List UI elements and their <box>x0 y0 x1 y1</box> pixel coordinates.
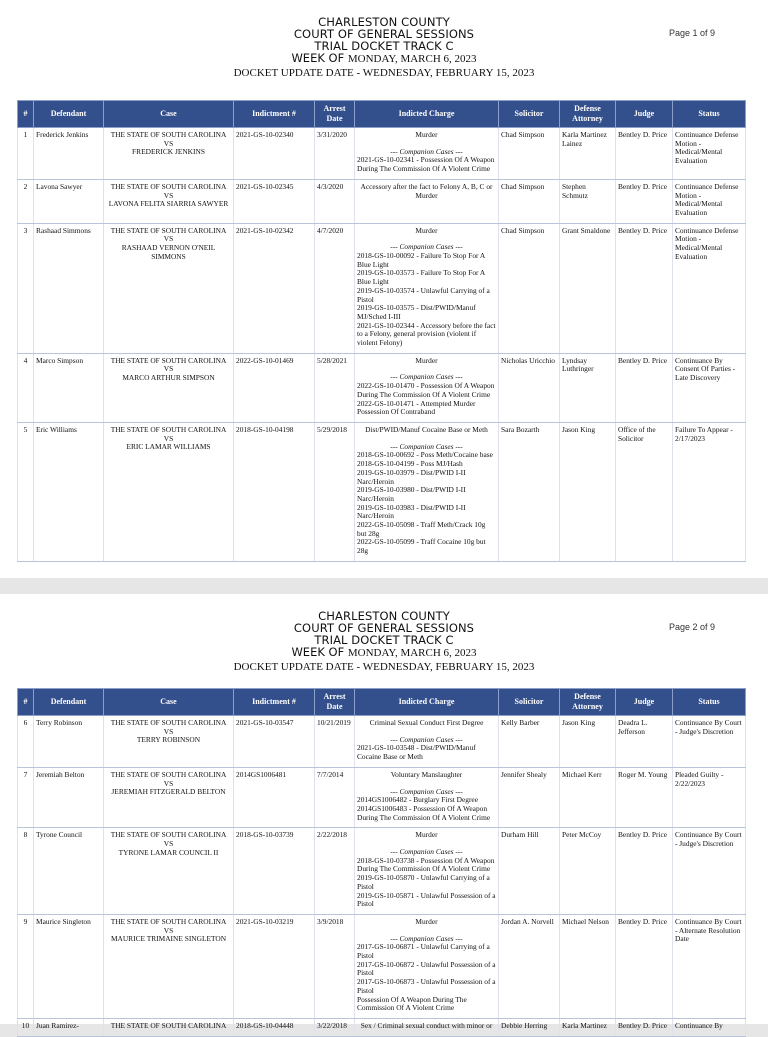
page-number: Page 2 of 9 <box>668 622 715 632</box>
table-row <box>18 223 746 353</box>
arrest-date-cell: 3/31/2020 <box>315 128 355 180</box>
arrest-date-header: Arrest Date <box>315 101 355 128</box>
charge-header: Indicted Charge <box>355 101 499 128</box>
companion-case: 2022-GS-10-01471 - Attempted Murder <box>357 398 476 408</box>
table-row <box>18 353 746 422</box>
attorney-cell: Michael Kerr <box>560 767 616 828</box>
indictment-cell: 2018-GS-10-03739 <box>234 828 315 915</box>
table-row <box>18 767 746 828</box>
case-cell <box>104 828 234 915</box>
row-number: 3 <box>18 223 34 353</box>
table-row <box>18 716 746 768</box>
companion-case: 2019-GS-10-03979 - Dist/PWID I-II Narc/Heroin <box>357 467 466 486</box>
companion-label: --- Companion Cases --- <box>390 372 463 382</box>
indictment-cell: 2021-GS-10-03547 <box>234 716 315 768</box>
week-label: WEEK OF <box>291 51 345 65</box>
companion-case: 2019-GS-10-05871 - Unlawful Possession of a Pistol <box>357 890 496 909</box>
solicitor-cell: Durham Hill <box>499 828 560 915</box>
arrest-date-cell: 4/7/2020 <box>315 223 355 353</box>
attorney-cell: Lyndsay Luthringer <box>560 353 616 422</box>
case-line: THE STATE OF SOUTH CAROLINA <box>110 830 227 840</box>
indictment-cell: 2021-GS-10-02342 <box>234 223 315 353</box>
docket-title: TRIAL DOCKET TRACK C <box>314 633 454 647</box>
case-line: VS <box>163 778 174 788</box>
case-cell <box>104 353 234 422</box>
companion-case: 2022-GS-10-01470 - Possession Of A Weapon During The Commission Of A Violent Crime <box>357 381 495 399</box>
case-line: TYRONE LAMAR COUNCIL II <box>118 847 219 857</box>
judge-cell: Bentley D. Price <box>616 1018 673 1036</box>
charge-cell <box>355 1018 499 1036</box>
table-header-row <box>18 689 746 716</box>
court-title: COURT OF GENERAL SESSIONS <box>293 27 475 41</box>
case-line: THE STATE OF SOUTH CAROLINA <box>110 718 227 727</box>
row-number: 1 <box>18 128 34 180</box>
attorney-cell: Grant Smaldone <box>560 223 616 353</box>
week-line <box>0 52 768 66</box>
defendant-cell: Maurice Singleton <box>34 914 104 1018</box>
table-row <box>18 179 746 223</box>
case-cell <box>104 422 234 561</box>
row-number: 7 <box>18 767 34 828</box>
week-date: MONDAY, MARCH 6, 2023 <box>347 53 477 65</box>
docket-title: TRIAL DOCKET TRACK C <box>314 39 454 53</box>
case-line: THE STATE OF SOUTH CAROLINA <box>110 181 227 191</box>
companion-case: Possession Of A Weapon During The Commission Of A Violent Crime <box>357 994 467 1013</box>
table-row <box>18 914 746 1018</box>
charge-cell <box>355 128 499 180</box>
arrest-date-cell: 10/21/2019 <box>315 716 355 768</box>
charge-cell <box>355 223 499 353</box>
attorney-cell: Stephen Schmutz <box>560 179 616 223</box>
arrest-date-cell: 7/7/2014 <box>315 767 355 828</box>
defendant-header: Defendant <box>34 101 104 128</box>
indictment-cell: 2022-GS-10-01469 <box>234 353 315 422</box>
companion-case: 2014GS1006483 - Possession Of A Weapon During The Commission Of A Violent Crime <box>357 803 491 822</box>
row-number: 10 <box>18 1018 34 1036</box>
charge-main: Murder <box>415 130 438 139</box>
defendant-cell: Frederick Jenkins <box>34 128 104 180</box>
status-cell: Continuance By Court - Alternate Resolution Date <box>673 914 746 1018</box>
arrest-date-cell: 5/29/2018 <box>315 422 355 561</box>
status-header: Status <box>673 101 746 128</box>
case-cell <box>104 914 234 1018</box>
case-line: THE STATE OF SOUTH CAROLINA <box>110 769 227 779</box>
defendant-cell: Lavona Sawyer <box>34 179 104 223</box>
companion-case: 2017-GS-10-06871 - Unlawful Carrying of a Pistol <box>357 942 490 961</box>
indictment-header: Indictment # <box>234 689 315 716</box>
companion-case: 2017-GS-10-06873 - Unlawful Possession of a Pistol <box>357 977 496 995</box>
attorney-cell: Jason King <box>560 422 616 561</box>
week-line <box>0 646 768 660</box>
row-number: 8 <box>18 828 34 915</box>
companion-case: 2019-GS-10-03574 - Unlawful Carrying of a Pistol <box>357 285 490 304</box>
row-number: 4 <box>18 353 34 422</box>
charge-cell <box>355 422 499 561</box>
case-line: MARCO ARTHUR SIMPSON <box>122 373 215 383</box>
arrest-date-cell: 3/9/2018 <box>315 914 355 1018</box>
solicitor-cell: Sara Bozarth <box>499 422 560 561</box>
court-title: COURT OF GENERAL SESSIONS <box>293 621 475 635</box>
judge-cell: Bentley D. Price <box>616 914 673 1018</box>
week-date: MONDAY, MARCH 6, 2023 <box>347 647 477 659</box>
case-cell <box>104 128 234 180</box>
status-header: Status <box>673 689 746 716</box>
arrest-date-cell: 4/3/2020 <box>315 179 355 223</box>
case-line: VS <box>163 364 174 374</box>
case-line: THE STATE OF SOUTH CAROLINA <box>110 130 227 139</box>
companion-label: --- Companion Cases --- <box>390 734 463 744</box>
case-line: VS <box>163 925 174 935</box>
judge-header: Judge <box>616 689 673 716</box>
solicitor-cell: Jennifer Shealy <box>499 767 560 828</box>
docket-page-2 <box>0 594 768 1030</box>
defendant-cell: Rashaad Simmons <box>34 223 104 353</box>
case-cell <box>104 767 234 828</box>
indictment-cell: 2018-GS-10-04448 <box>234 1018 315 1036</box>
charge-main: Dist/PWID/Manuf Cocaine Base or Meth <box>365 424 488 434</box>
companion-label: --- Companion Cases --- <box>390 786 463 796</box>
case-cell <box>104 179 234 223</box>
row-number: 2 <box>18 179 34 223</box>
arrest-date-header: Arrest Date <box>315 689 355 716</box>
status-cell: Continuance By Court - Judge's Discretion <box>673 828 746 915</box>
defendant-cell: Eric Williams <box>34 422 104 561</box>
judge-cell: Deadra L. Jefferson <box>616 716 673 768</box>
attorney-cell: Jason King <box>560 716 616 768</box>
solicitor-header: Solicitor <box>499 101 560 128</box>
docket-table <box>17 100 746 562</box>
charge-main: Murder <box>415 916 438 926</box>
attorney-header: Defense Attorney <box>560 101 616 128</box>
row-number: 6 <box>18 716 34 768</box>
companion-case: 2018-GS-10-00692 - Poss Meth/Cocaine base <box>357 450 493 460</box>
solicitor-cell: Chad Simpson <box>499 179 560 223</box>
case-line: JEREMIAH FITZGERALD BELTON <box>111 787 226 797</box>
solicitor-cell: Kelly Barber <box>499 716 560 768</box>
defendant-cell: Marco Simpson <box>34 353 104 422</box>
status-cell: Pleaded Guilty - 2/22/2023 <box>673 767 746 828</box>
case-line: ERIC LAMAR WILLIAMS <box>126 442 211 452</box>
case-line: LAVONA FELITA SIARRIA SAWYER <box>108 199 229 209</box>
week-label: WEEK OF <box>291 645 345 659</box>
judge-cell: Bentley D. Price <box>616 223 673 353</box>
companion-label: --- Companion Cases --- <box>390 441 463 451</box>
defendant-cell: Tyrone Council <box>34 828 104 915</box>
charge-cell <box>355 716 499 768</box>
update-date: DOCKET UPDATE DATE - WEDNESDAY, FEBRUARY 15, 2023 <box>233 661 535 673</box>
charge-cell <box>355 353 499 422</box>
indictment-header: Indictment # <box>234 101 315 128</box>
companion-case: 2021-GS-10-02344 - Accessory before the fact to a Felony, general provision (violent if violent Felony) <box>357 320 496 348</box>
charge-main: Criminal Sexual Conduct First Degree <box>369 718 484 727</box>
attorney-header: Defense Attorney <box>560 689 616 716</box>
attorney-cell: Michael Nelson <box>560 914 616 1018</box>
status-cell: Continuance By Court - Judge's Discretion <box>673 716 746 768</box>
charge-cell <box>355 179 499 223</box>
case-line: MAURICE TRIMAINE SINGLETON <box>110 934 227 944</box>
charge-main: Voluntary Manslaughter <box>390 769 463 779</box>
companion-case: 2019-GS-10-03983 - Dist/PWID I-II Narc/Heroin <box>357 502 466 521</box>
case-line: RASHAAD VERNON O'NEIL SIMMONS <box>121 243 216 261</box>
row-number: 5 <box>18 422 34 561</box>
case-line: THE STATE OF SOUTH CAROLINA <box>110 916 227 926</box>
defendant-cell: Jeremiah Belton <box>34 767 104 828</box>
table-row <box>18 128 746 180</box>
num-header: # <box>18 689 34 716</box>
status-cell: Continuance By Consent Of Parties - Late Discovery <box>673 353 746 422</box>
judge-cell: Bentley D. Price <box>616 128 673 180</box>
solicitor-cell: Jordan A. Norvell <box>499 914 560 1018</box>
judge-header: Judge <box>616 101 673 128</box>
defendant-cell: Juan Ramirez- <box>34 1018 104 1036</box>
companion-case: 2022-GS-10-05098 - Traff Meth/Crack 10g but 28g <box>357 520 486 538</box>
case-line: VS <box>163 138 174 148</box>
case-line: THE STATE OF SOUTH CAROLINA <box>110 1020 227 1030</box>
docket-table <box>17 688 746 1037</box>
indictment-cell: 2021-GS-10-03219 <box>234 914 315 1018</box>
companion-case: Possession Of Contraband <box>357 407 436 417</box>
county-title: CHARLESTON COUNTY <box>318 15 450 29</box>
charge-main: Sex / Criminal sexual conduct with minor or <box>360 1020 493 1030</box>
companion-case: 2021-GS-10-03548 - Dist/PWID/Manuf Cocaine Base or Meth <box>357 743 476 762</box>
solicitor-cell: Chad Simpson <box>499 128 560 180</box>
charge-cell <box>355 828 499 915</box>
companion-label: --- Companion Cases --- <box>390 847 463 857</box>
attorney-cell: Peter McCoy <box>560 828 616 915</box>
charge-main: Accessory after the fact to Felony A, B, C or Murder <box>360 181 493 200</box>
case-line: VS <box>163 839 174 849</box>
judge-cell: Bentley D. Price <box>616 828 673 915</box>
charge-cell <box>355 914 499 1018</box>
case-line: THE STATE OF SOUTH CAROLINA <box>110 424 227 434</box>
case-cell <box>104 716 234 768</box>
case-cell <box>104 1018 234 1036</box>
companion-case: 2018-GS-10-00092 - Failure To Stop For A Blue Light <box>357 251 485 269</box>
charge-main: Murder <box>415 355 438 365</box>
indictment-cell: 2021-GS-10-02345 <box>234 179 315 223</box>
defendant-header: Defendant <box>34 689 104 716</box>
indictment-cell: 2018-GS-10-04198 <box>234 422 315 561</box>
indictment-cell: 2014GS1006481 <box>234 767 315 828</box>
judge-cell: Bentley D. Price <box>616 179 673 223</box>
row-number: 9 <box>18 914 34 1018</box>
docket-header <box>0 594 768 674</box>
table-row <box>18 422 746 561</box>
solicitor-header: Solicitor <box>499 689 560 716</box>
case-line: THE STATE OF SOUTH CAROLINA <box>110 355 227 365</box>
companion-label: --- Companion Cases --- <box>390 933 463 943</box>
judge-cell: Roger M. Young <box>616 767 673 828</box>
case-line: FREDERICK JENKINS <box>132 147 205 157</box>
companion-case: 2017-GS-10-06872 - Unlawful Possession of a Pistol <box>357 959 496 978</box>
companion-label: --- Companion Cases --- <box>390 146 463 156</box>
charge-header: Indicted Charge <box>355 689 499 716</box>
case-line: VS <box>163 190 174 200</box>
solicitor-cell: Debbie Herring <box>499 1018 560 1036</box>
status-cell: Failure To Appear - 2/17/2023 <box>673 422 746 561</box>
case-cell <box>104 223 234 353</box>
companion-case: 2018-GS-10-04199 - Poss MJ/Hash <box>357 459 463 469</box>
case-line: TERRY ROBINSON <box>136 735 201 745</box>
status-cell: Continuance Defense Motion - Medical/Mental Evaluation <box>673 223 746 353</box>
status-cell: Continuance Defense Motion - Medical/Mental Evaluation <box>673 179 746 223</box>
attorney-cell: Karla Martinez Lainez <box>560 128 616 180</box>
indictment-cell: 2021-GS-10-02340 <box>234 128 315 180</box>
companion-case: 2021-GS-10-02341 - Possession Of A Weapon During The Commission Of A Violent Crime <box>357 155 495 174</box>
solicitor-cell: Nicholas Uricchio <box>499 353 560 422</box>
companion-case: 2019-GS-10-03980 - Dist/PWID I-II Narc/Heroin <box>357 485 466 503</box>
solicitor-cell: Chad Simpson <box>499 223 560 353</box>
status-cell: Continuance By <box>673 1018 746 1036</box>
case-line: THE STATE OF SOUTH CAROLINA <box>110 225 227 235</box>
arrest-date-cell: 3/22/2018 <box>315 1018 355 1036</box>
arrest-date-cell: 5/28/2021 <box>315 353 355 422</box>
page-number: Page 1 of 9 <box>668 28 715 38</box>
case-line: VS <box>163 234 174 244</box>
companion-case: 2018-GS-10-03738 - Possession Of A Weapon During The Commission Of A Violent Crime <box>357 855 495 874</box>
arrest-date-cell: 2/22/2018 <box>315 828 355 915</box>
defendant-cell: Terry Robinson <box>34 716 104 768</box>
case-header: Case <box>104 689 234 716</box>
companion-label: --- Companion Cases --- <box>390 242 463 252</box>
charge-main: Murder <box>415 830 438 840</box>
charge-main: Murder <box>415 225 438 235</box>
charge-cell <box>355 767 499 828</box>
docket-header <box>0 0 768 80</box>
case-header: Case <box>104 101 234 128</box>
update-date: DOCKET UPDATE DATE - WEDNESDAY, FEBRUARY 15, 2023 <box>233 67 535 79</box>
table-row <box>18 828 746 915</box>
table-row <box>18 1018 746 1036</box>
county-title: CHARLESTON COUNTY <box>318 609 450 623</box>
companion-case: 2022-GS-10-05099 - Traff Cocaine 10g but 28g <box>357 537 486 556</box>
companion-case: 2019-GS-10-03573 - Failure To Stop For A Blue Light <box>357 268 485 287</box>
attorney-cell: Karla Martinez <box>560 1018 616 1036</box>
table-header-row <box>18 101 746 128</box>
case-line: VS <box>163 433 174 443</box>
case-line: VS <box>163 726 174 736</box>
companion-case: 2019-GS-10-03575 - Dist/PWID/Manuf MJ/Sched I-III <box>357 303 476 321</box>
num-header: # <box>18 101 34 128</box>
judge-cell: Bentley D. Price <box>616 353 673 422</box>
companion-case: 2014GS1006482 - Burglary First Degree <box>357 795 478 805</box>
judge-cell: Office of the Solicitor <box>616 422 673 561</box>
status-cell: Continuance Defense Motion - Medical/Mental Evaluation <box>673 128 746 180</box>
companion-case: 2019-GS-10-05870 - Unlawful Carrying of a Pistol <box>357 873 490 891</box>
